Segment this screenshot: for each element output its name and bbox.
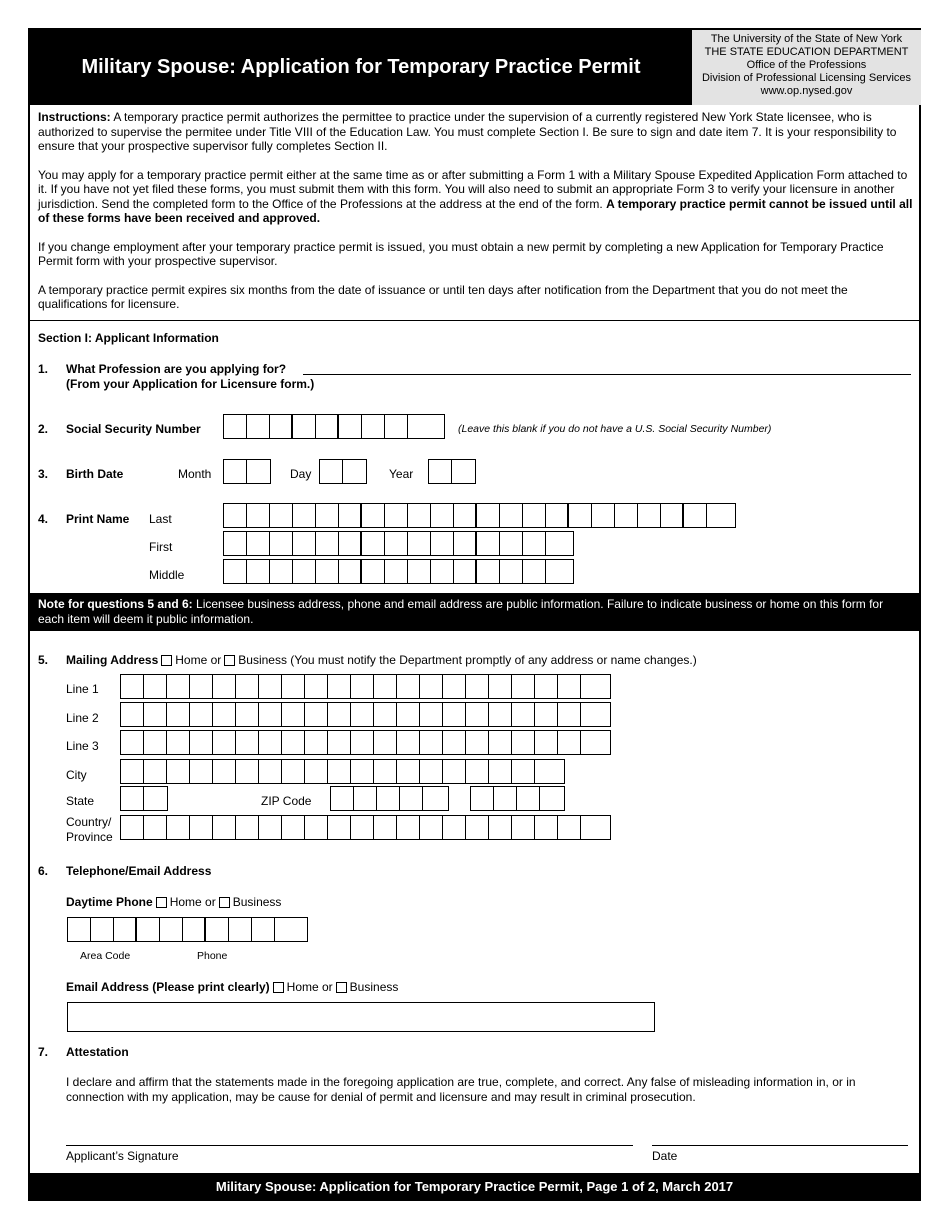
page-footer: Military Spouse: Application for Temporary Practice Permit, Page 1 of 2, March 2017 [30, 1173, 919, 1199]
form-title: Military Spouse: Application for Temporary Practice Permit [30, 30, 692, 105]
email-home-checkbox[interactable] [273, 982, 284, 993]
email-business-checkbox[interactable] [336, 982, 347, 993]
q5-label: Mailing Address Home or Business (You must notify the Department promptly of any address or name changes.) [66, 653, 697, 667]
phone-input[interactable] [67, 917, 308, 942]
section-title: Section I: Applicant Information [38, 331, 219, 345]
q7-label: Attestation [66, 1045, 129, 1059]
zip-extension-input[interactable] [470, 786, 565, 811]
address-line2-input[interactable] [120, 702, 611, 727]
last-name-input[interactable] [223, 503, 736, 528]
zip-input[interactable] [330, 786, 449, 811]
mailing-home-checkbox[interactable] [161, 655, 172, 666]
q4-label: Print Name [66, 512, 130, 526]
address-line3-input[interactable] [120, 730, 611, 755]
instructions: Instructions: A temporary practice permit authorizes the permittee to practice under the supervision of a currently registered New York State licensee, who is authorized to supervise the permitee under Title VIII of the Education Law. You must complete Section I. Be sure to sign and date item 7. It is your responsibility to ensure that your prospective supervisor fully completes Section II. You may apply for a temporary practice permit either at the same time as or after submitting a Form 1 with a Military Spouse Expedited Application Form attached to it. If you have not yet filed these forms, you must submit them with this form. You will also need to submit an appropriate Form 3 to verify your licensure in another jurisdiction. Send the completed form to the Office of the Professions at the address at the end of the form. A temporary practice permit cannot be issued until all of these forms have been received and approved. If you change employment after your temporary practice permit is issued, you must obtain a new permit by completing a new Application for Temporary Practice Permit form with your prospective supervisor. A temporary practice permit expires six months from the date of issuance or until ten days after notification from the Department that you do not meet the qualifications for licensure. [38, 110, 913, 311]
form-page: Military Spouse: Application for Temporary Practice Permit The University of the State of New York THE STATE EDUCATION DEPARTMENT Office of the Professions Division of Professional Licensing Services www.op.nysed.gov Instructions: A temporary practice permit authorizes the permittee to practice under the supervision of a currently registered New York State licensee, who is authorized to supervise the permitee under Title VIII of the Education Law. You must complete Section I. Be sure to sign and date item 7. It is your responsibility to ensure that your prospective supervisor fully completes Section II. You may apply for a temporary practice permit either at the same time as or after submitting a Form 1 with a Military Spouse Expedited Application Form attached to it. If you have not yet filed these forms, you must submit them with this form. You will also need to submit an appropriate Form 3 to verify your licensure in another jurisdiction. Send the completed form to the Office of the Professions at the address at the end of the form. A temporary practice permit cannot be issued until all of these forms have been received and approved. If you change employment after your temporary practice permit is issued, you must obtain a new permit by completing a new Application for Temporary Practice Permit form with your prospective supervisor. A temporary practice permit expires six months from the date of issuance or until ten days after notification from the Department that you do not meet the qualifications for licensure. Section I: Applicant Information 1. What Profession are you applying for? (From your Application for Licensure form.) 2. Social Security Number (Leave this blank if you do not have a U.S. Social Security Number) 3. Birth Date Month Day Year 4. Print Name Last First Middle Note for questions 5 and 6: Licensee business address, phone and email address are public information. Failure to indicate business or home on this form for each item will deem it public information. 5. Mailing Address Home or Business (You must notify the Department promptly of any address or name changes.) Line 1 Line 2 Line 3 City State ZIP Code Country/ Province 6. Telephone/Email Address Daytime Phone Home or Business Area Code Phone Email Address (Please print clearly) Home or Business 7. Attestation I declare and affirm that the statements made in the foregoing application are true, complete, and correct. Any false of misleading information in, or in connection with my application, may be cause for denial of permit and licensure and may result in criminal prosecution. Applicant’s Signature Date Military Spouse: Application for Temporary Practice Permit, Page 1 of 2, March 2017 [28, 28, 921, 1201]
middle-name-input[interactable] [223, 559, 574, 584]
agency-block: The University of the State of New York THE STATE EDUCATION DEPARTMENT Office of the Professions Division of Professional Licensing Services www.op.nysed.gov [692, 30, 921, 105]
attestation-text: I declare and affirm that the statements made in the foregoing application are true, complete, and correct. Any false of misleading information in, or in connection with my application, may be cause for denial of permit and licensure and may result in criminal prosecution. [66, 1075, 856, 1104]
q1-label: What Profession are you applying for? [66, 362, 287, 376]
email-label: Email Address (Please print clearly) Home or Business [66, 980, 399, 994]
country-input[interactable] [120, 815, 611, 840]
q6-label: Telephone/Email Address [66, 864, 212, 878]
date-field[interactable] [652, 1145, 908, 1146]
phone-business-checkbox[interactable] [219, 897, 230, 908]
ssn-input[interactable] [223, 414, 445, 439]
divider [30, 320, 919, 321]
mailing-business-checkbox[interactable] [224, 655, 235, 666]
website-link[interactable]: www.op.nysed.gov [760, 85, 853, 97]
q3-label: Birth Date [66, 467, 124, 481]
birth-month-input[interactable] [223, 459, 271, 484]
address-line1-input[interactable] [120, 674, 611, 699]
first-name-input[interactable] [223, 531, 574, 556]
city-input[interactable] [120, 759, 565, 784]
profession-field[interactable] [303, 374, 911, 375]
signature-field[interactable] [66, 1145, 633, 1146]
state-input[interactable] [120, 786, 168, 811]
email-input[interactable] [67, 1002, 655, 1032]
daytime-phone-label: Daytime Phone Home or Business [66, 895, 282, 909]
phone-home-checkbox[interactable] [156, 897, 167, 908]
birth-day-input[interactable] [319, 459, 367, 484]
q2-label: Social Security Number [66, 422, 201, 436]
public-info-note: Note for questions 5 and 6: Licensee business address, phone and email address are public information. Failure to indicate business or home on this form for each item will deem it public information. [30, 593, 919, 631]
birth-year-input[interactable] [428, 459, 476, 484]
